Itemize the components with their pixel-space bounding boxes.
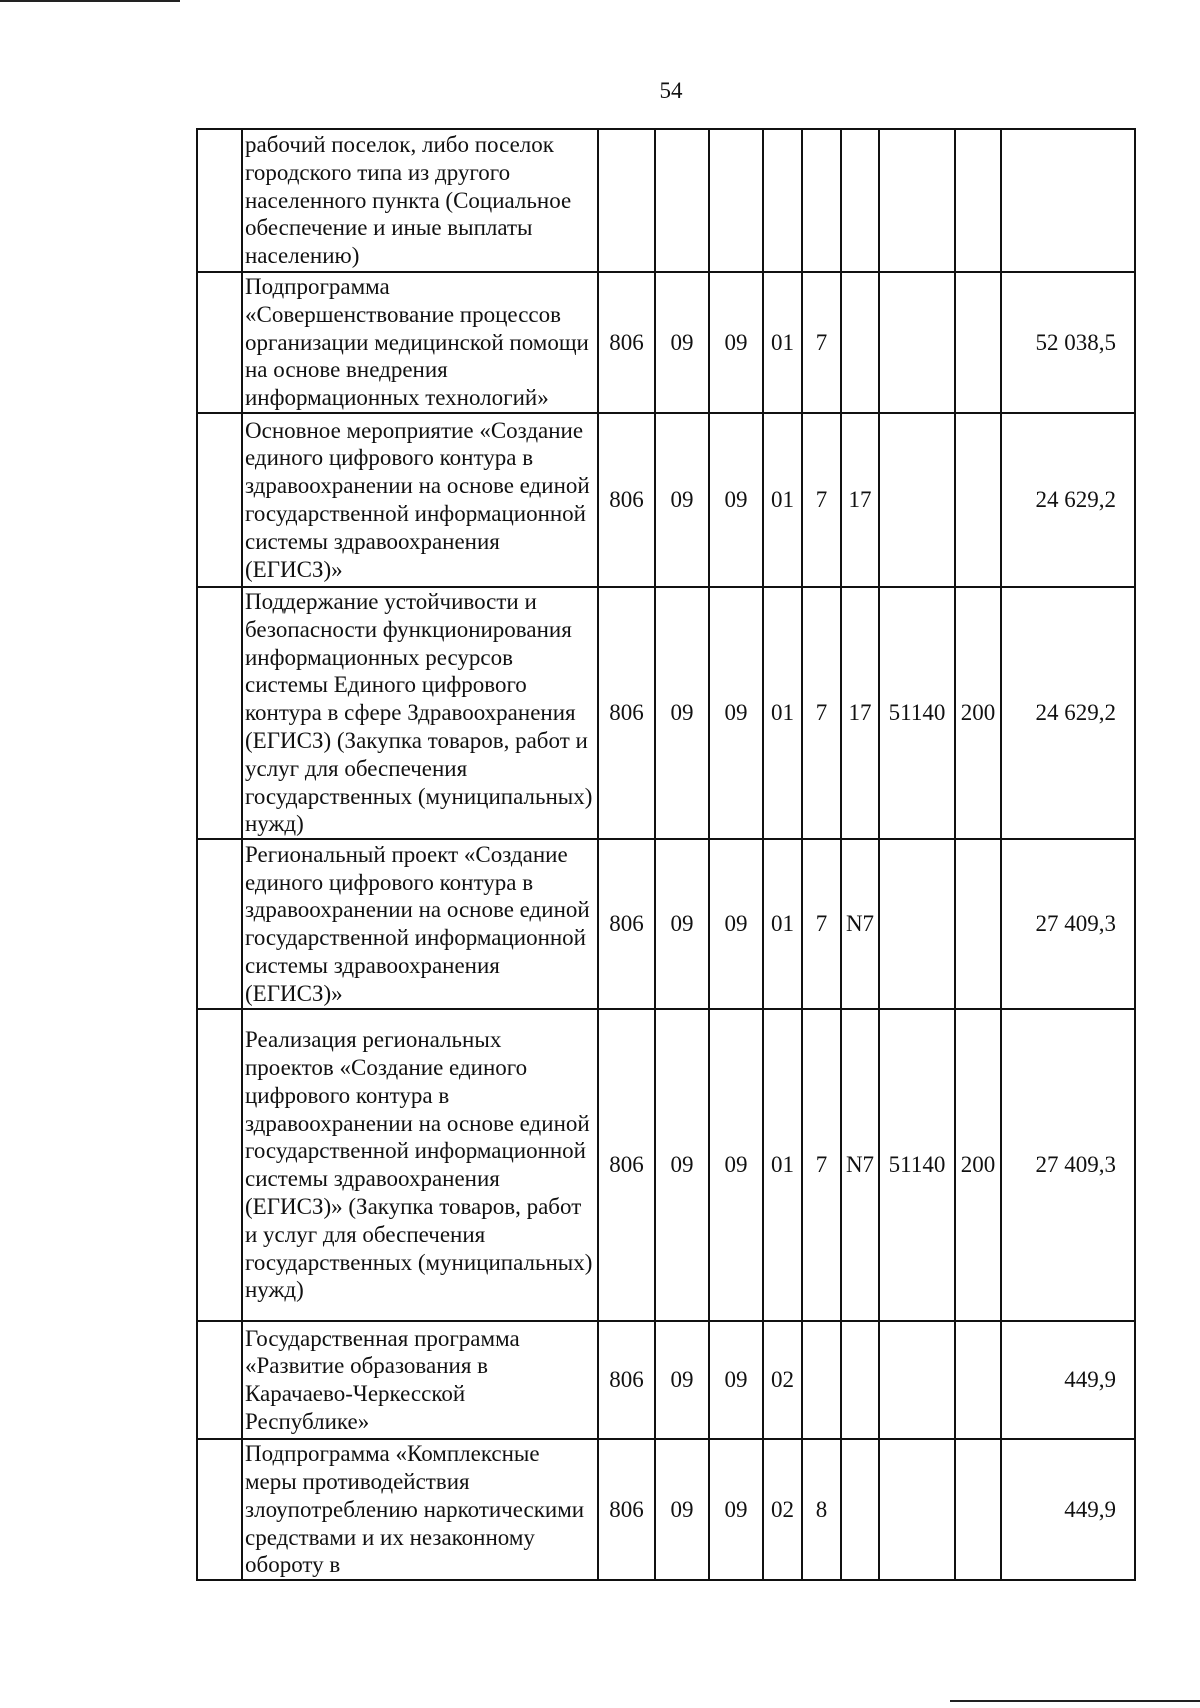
expense-type-cell [955, 272, 1001, 413]
expense-type-cell [955, 1439, 1001, 1580]
table-row [197, 1321, 1135, 1439]
amount-cell: 52 038,5 [1001, 272, 1135, 413]
description-cell: Региональный проект «Создание единого цифрового контура в здравоохранении на основе единой государственной информационной системы здравоохранения (ЕГИСЗ)» [242, 839, 598, 1009]
program-code-cell: 02 [763, 1439, 802, 1580]
subsection-code-cell: 09 [709, 1439, 763, 1580]
event-code-cell: N7 [841, 1009, 879, 1321]
ministry-code-cell: 806 [598, 1009, 655, 1321]
event-code-cell: N7 [841, 839, 879, 1009]
section-code-cell: 09 [655, 1321, 709, 1439]
ministry-code-cell: 806 [598, 1439, 655, 1580]
direction-code-cell [879, 272, 955, 413]
expense-type-cell [955, 839, 1001, 1009]
section-code-cell: 09 [655, 272, 709, 413]
subprogram-code-cell: 7 [802, 839, 841, 1009]
subsection-code-cell: 09 [709, 272, 763, 413]
event-code-cell [841, 1321, 879, 1439]
program-code-cell: 02 [763, 1321, 802, 1439]
event-code-cell: 17 [841, 413, 879, 587]
description-cell: Поддержание устойчивости и безопасности функционирования информационных ресурсов системы Единого цифрового контура в сфере Здравоохранения (ЕГИСЗ) (Закупка товаров, работ и услуг для обеспечения государственных (муниципальных) нужд) [242, 587, 598, 839]
scan-edge-line [0, 0, 180, 2]
subsection-code-cell: 09 [709, 413, 763, 587]
row-index-cell [197, 1439, 242, 1580]
program-code-cell: 01 [763, 587, 802, 839]
row-index-cell [197, 129, 242, 272]
row-index-cell [197, 272, 242, 413]
expense-type-cell [955, 413, 1001, 587]
direction-code-cell [879, 839, 955, 1009]
subprogram-code-cell [802, 129, 841, 272]
section-code-cell: 09 [655, 413, 709, 587]
amount-cell: 27 409,3 [1001, 1009, 1135, 1321]
amount-cell: 24 629,2 [1001, 587, 1135, 839]
ministry-code-cell: 806 [598, 272, 655, 413]
table-row [197, 587, 1135, 839]
table-row [197, 839, 1135, 1009]
amount-cell [1001, 129, 1135, 272]
direction-code-cell [879, 413, 955, 587]
row-index-cell [197, 413, 242, 587]
subprogram-code-cell [802, 1321, 841, 1439]
event-code-cell [841, 272, 879, 413]
expense-type-cell: 200 [955, 587, 1001, 839]
program-code-cell: 01 [763, 1009, 802, 1321]
subprogram-code-cell: 7 [802, 272, 841, 413]
program-code-cell: 01 [763, 413, 802, 587]
description-cell: рабочий поселок, либо поселок городского типа из другого населенного пункта (Социальное обеспечение и иные выплаты населению) [242, 129, 598, 272]
direction-code-cell [879, 129, 955, 272]
table-row [197, 272, 1135, 413]
section-code-cell: 09 [655, 1009, 709, 1321]
subsection-code-cell: 09 [709, 1321, 763, 1439]
row-index-cell [197, 587, 242, 839]
subprogram-code-cell: 7 [802, 1009, 841, 1321]
program-code-cell [763, 129, 802, 272]
expense-type-cell [955, 129, 1001, 272]
budget-table [196, 128, 1136, 1581]
table-row [197, 129, 1135, 272]
amount-cell: 24 629,2 [1001, 413, 1135, 587]
section-code-cell: 09 [655, 587, 709, 839]
ministry-code-cell: 806 [598, 1321, 655, 1439]
ministry-code-cell: 806 [598, 839, 655, 1009]
row-index-cell [197, 839, 242, 1009]
event-code-cell [841, 129, 879, 272]
row-index-cell [197, 1009, 242, 1321]
expense-type-cell [955, 1321, 1001, 1439]
subsection-code-cell: 09 [709, 587, 763, 839]
direction-code-cell [879, 1321, 955, 1439]
subsection-code-cell: 09 [709, 1009, 763, 1321]
budget-table-container [196, 128, 1136, 1581]
description-cell: Реализация региональных проектов «Создание единого цифрового контура в здравоохранении на основе единой государственной информационной системы здравоохранения (ЕГИСЗ)» (Закупка товаров, работ и услуг для обеспечения государственных (муниципальных) нужд) [242, 1009, 598, 1321]
expense-type-cell: 200 [955, 1009, 1001, 1321]
amount-cell: 449,9 [1001, 1439, 1135, 1580]
page-number: 54 [659, 78, 683, 103]
direction-code-cell: 51140 [879, 1009, 955, 1321]
table-row [197, 1009, 1135, 1321]
amount-cell: 449,9 [1001, 1321, 1135, 1439]
amount-cell: 27 409,3 [1001, 839, 1135, 1009]
subsection-code-cell [709, 129, 763, 272]
direction-code-cell: 51140 [879, 587, 955, 839]
subprogram-code-cell: 8 [802, 1439, 841, 1580]
section-code-cell: 09 [655, 1439, 709, 1580]
ministry-code-cell [598, 129, 655, 272]
description-cell: Подпрограмма «Комплексные меры противодействия злоупотреблению наркотическими средствами и их незаконному обороту в [242, 1439, 598, 1580]
program-code-cell: 01 [763, 272, 802, 413]
table-row [197, 413, 1135, 587]
ministry-code-cell: 806 [598, 413, 655, 587]
event-code-cell: 17 [841, 587, 879, 839]
section-code-cell: 09 [655, 839, 709, 1009]
description-cell: Государственная программа «Развитие образования в Карачаево-Черкесской Республике» [242, 1321, 598, 1439]
row-index-cell [197, 1321, 242, 1439]
event-code-cell [841, 1439, 879, 1580]
description-cell: Подпрограмма «Совершенствование процессов организации медицинской помощи на основе внедрения информационных технологий» [242, 272, 598, 413]
subprogram-code-cell: 7 [802, 413, 841, 587]
subsection-code-cell: 09 [709, 839, 763, 1009]
scan-edge-line [950, 1700, 1200, 1702]
table-row [197, 1439, 1135, 1580]
direction-code-cell [879, 1439, 955, 1580]
subprogram-code-cell: 7 [802, 587, 841, 839]
program-code-cell: 01 [763, 839, 802, 1009]
section-code-cell [655, 129, 709, 272]
description-cell: Основное мероприятие «Создание единого цифрового контура в здравоохранении на основе единой государственной информационной системы здравоохранения (ЕГИСЗ)» [242, 413, 598, 587]
ministry-code-cell: 806 [598, 587, 655, 839]
